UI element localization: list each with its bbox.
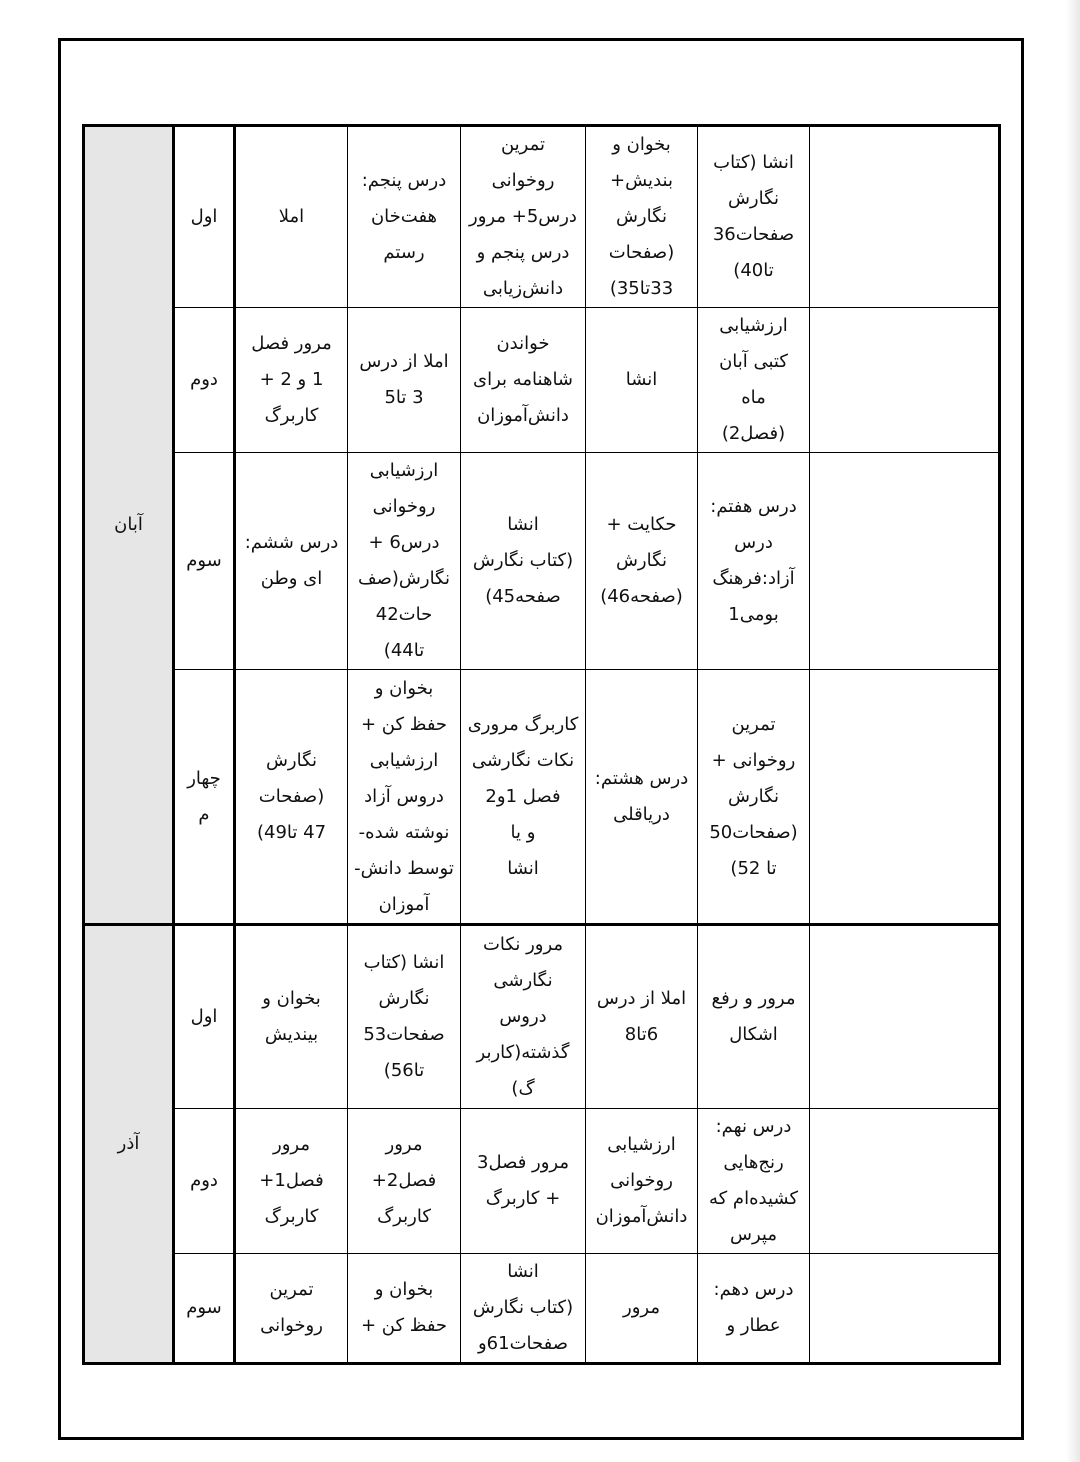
activity-cell: کاربرگ مروری نکات نگارشی فصل 1و2 و یا انشا — [461, 670, 586, 925]
week-cell: اول — [174, 126, 235, 308]
week-cell: اول — [174, 925, 235, 1109]
empty-cell — [810, 126, 1000, 308]
activity-cell: انشا — [586, 308, 698, 453]
activity-cell: املا از درس 3 تا5 — [348, 308, 461, 453]
activity-cell: درس دهم: عطار و — [698, 1254, 810, 1364]
week-cell: دوم — [174, 308, 235, 453]
table-row — [84, 1109, 1000, 1254]
activity-cell: انشا (کتاب نگارش صفحات61و — [461, 1254, 586, 1364]
activity-cell: املا — [235, 126, 348, 308]
empty-cell — [810, 453, 1000, 670]
activity-cell: ارزشیابی روخوانی درس6 + نگارش(صف حات42 تا44) — [348, 453, 461, 670]
empty-cell — [810, 1254, 1000, 1364]
month-cell: آبان — [84, 126, 174, 925]
activity-cell: درس هفتم: درس آزاد:فرهنگ بومی1 — [698, 453, 810, 670]
activity-cell: تمرین روخوانی — [235, 1254, 348, 1364]
table-row — [84, 126, 1000, 308]
activity-cell: مرور — [586, 1254, 698, 1364]
activity-cell: انشا (کتاب نگارش صفحات36 تا40) — [698, 126, 810, 308]
activity-cell: مرور فصل3 + کاربرگ — [461, 1109, 586, 1254]
activity-cell: خواندن شاهنامه برای دانش‌آموزان — [461, 308, 586, 453]
activity-cell: درس ششم: ای وطن — [235, 453, 348, 670]
activity-cell: درس هشتم: دریاقلی — [586, 670, 698, 925]
activity-cell: درس نهم: رنج‌هایی کشیده‌ام که مپرس — [698, 1109, 810, 1254]
activity-cell: نگارش (صفحات 47 تا49) — [235, 670, 348, 925]
week-cell: سوم — [174, 1254, 235, 1364]
activity-cell: مرور فصل2+ کاربرگ — [348, 1109, 461, 1254]
table-row — [84, 1254, 1000, 1364]
week-cell: چهار م — [174, 670, 235, 925]
table-row — [84, 925, 1000, 1109]
table-row — [84, 670, 1000, 925]
week-cell: سوم — [174, 453, 235, 670]
empty-cell — [810, 925, 1000, 1109]
activity-cell: انشا (کتاب نگارش صفحات53 تا56) — [348, 925, 461, 1109]
activity-cell: ارزشیابی روخوانی دانش‌آموزان — [586, 1109, 698, 1254]
empty-cell — [810, 1109, 1000, 1254]
month-cell: آذر — [84, 925, 174, 1364]
activity-cell: بخوان و حفظ کن + — [348, 1254, 461, 1364]
activity-cell: مرور فصل 1 و 2 + کاربرگ — [235, 308, 348, 453]
activity-cell: بخوان و بیندیش — [235, 925, 348, 1109]
activity-cell: تمرین روخوانی + نگارش (صفحات50 تا 52) — [698, 670, 810, 925]
activity-cell: بخوان و بندیش+ نگارش (صفحات 33تا35) — [586, 126, 698, 308]
activity-cell: مرور نکات نگارشی دروس گذشته(کاربر گ) — [461, 925, 586, 1109]
page-edge-shadow — [1066, 0, 1080, 1462]
activity-cell: درس پنجم: هفت‌خان رستم — [348, 126, 461, 308]
activity-cell: املا از درس 6تا8 — [586, 925, 698, 1109]
activity-cell: بخوان و حفظ کن + ارزشیابی دروس آزاد نوشته شده- توسط دانش- آموزان — [348, 670, 461, 925]
lesson-plan-table — [82, 124, 1001, 1365]
activity-cell: حکایت + نگارش (صفحه46) — [586, 453, 698, 670]
empty-cell — [810, 308, 1000, 453]
table-row — [84, 308, 1000, 453]
table-row — [84, 453, 1000, 670]
week-cell: دوم — [174, 1109, 235, 1254]
activity-cell: مرور فصل1+ کاربرگ — [235, 1109, 348, 1254]
activity-cell: مرور و رفع اشکال — [698, 925, 810, 1109]
activity-cell: ارزشیابی کتبی آبان ماه (فصل2) — [698, 308, 810, 453]
activity-cell: انشا (کتاب نگارش صفحه45) — [461, 453, 586, 670]
activity-cell: تمرین روخوانی درس5+ مرور درس پنجم و دانش‌زیابی — [461, 126, 586, 308]
empty-cell — [810, 670, 1000, 925]
